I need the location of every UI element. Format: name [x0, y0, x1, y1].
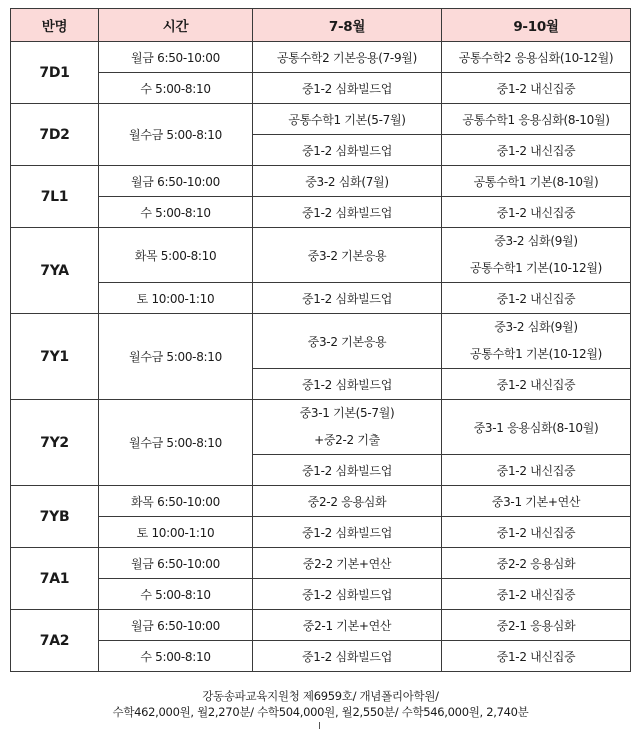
sep-oct-cell: 중2-2 응용심화: [442, 548, 631, 579]
table-row: [11, 197, 631, 228]
sep-oct-cell: 공통수학1 응용심화(8-10월): [442, 104, 631, 135]
class-name: 7D2: [11, 104, 99, 166]
class-name: 7A1: [11, 548, 99, 610]
divider-mark: [319, 722, 320, 729]
sep-oct-cell: 중2-1 응용심화: [442, 610, 631, 641]
time-cell: 월금 6:50-10:00: [99, 166, 253, 197]
jul-aug-cell: [253, 400, 442, 455]
table-row: [11, 610, 631, 641]
header-sep-oct: 9-10월: [442, 9, 631, 42]
class-name: 7YA: [11, 228, 99, 314]
jul-aug-cell: 중1-2 심화빌드업: [253, 455, 442, 486]
jul-aug-cell: 중2-1 기본+연산: [253, 610, 442, 641]
class-schedule-table: [10, 8, 631, 672]
class-name: 7L1: [11, 166, 99, 228]
class-name: 7Y1: [11, 314, 99, 400]
jul-aug-cell: 중2-2 응용심화: [253, 486, 442, 517]
table-row: [11, 517, 631, 548]
time-cell: 월수금 5:00-8:10: [99, 104, 253, 166]
sep-oct-cell: 중1-2 내신집중: [442, 517, 631, 548]
header-row: [11, 9, 631, 42]
cell-line: 중3-2 심화(9월): [494, 320, 578, 334]
jul-aug-cell: 중1-2 심화빌드업: [253, 135, 442, 166]
table-row: [11, 228, 631, 283]
footer-registration: 강동송파교육지원청 제6959호/ 개념폴리아학원/: [202, 689, 439, 703]
class-name: 7Y2: [11, 400, 99, 486]
jul-aug-cell: 중1-2 심화빌드업: [253, 641, 442, 672]
time-cell: 수 5:00-8:10: [99, 197, 253, 228]
jul-aug-cell: 공통수학1 기본(5-7월): [253, 104, 442, 135]
time-cell: 수 5:00-8:10: [99, 641, 253, 672]
jul-aug-cell: 중3-2 기본응용: [253, 228, 442, 283]
class-name: 7A2: [11, 610, 99, 672]
sep-oct-cell: 중1-2 내신집중: [442, 197, 631, 228]
table-row: [11, 548, 631, 579]
jul-aug-cell: 중1-2 심화빌드업: [253, 73, 442, 104]
jul-aug-cell: 공통수학2 기본응용(7-9월): [253, 42, 442, 73]
sep-oct-cell: 중1-2 내신집중: [442, 369, 631, 400]
time-cell: 토 10:00-1:10: [99, 517, 253, 548]
sep-oct-cell: 공통수학1 기본(8-10월): [442, 166, 631, 197]
sep-oct-cell: 중3-1 응용심화(8-10월): [442, 400, 631, 455]
time-cell: 화목 5:00-8:10: [99, 228, 253, 283]
cell-line: 중3-2 심화(9월): [494, 234, 578, 248]
table-row: [11, 42, 631, 73]
time-cell: 월수금 5:00-8:10: [99, 400, 253, 486]
time-cell: 수 5:00-8:10: [99, 73, 253, 104]
table-row: [11, 579, 631, 610]
sep-oct-cell: 중1-2 내신집중: [442, 73, 631, 104]
jul-aug-cell: 중1-2 심화빌드업: [253, 517, 442, 548]
time-cell: 월금 6:50-10:00: [99, 42, 253, 73]
sep-oct-cell: 중1-2 내신집중: [442, 135, 631, 166]
header-time: 시간: [99, 9, 253, 42]
jul-aug-cell: 중1-2 심화빌드업: [253, 197, 442, 228]
sep-oct-cell: 중3-1 기본+연산: [442, 486, 631, 517]
table-row: [11, 73, 631, 104]
cell-line: +중2-2 기출: [314, 433, 380, 447]
cell-line: 공통수학1 기본(10-12월): [469, 347, 603, 361]
jul-aug-cell: 중1-2 심화빌드업: [253, 579, 442, 610]
table-row: [11, 400, 631, 455]
footer-tuition: 수학462,000원, 월2,270분/ 수학504,000원, 월2,550분/ 수학546,000원, 2,740분: [112, 705, 529, 719]
header-class: 반명: [11, 9, 99, 42]
sep-oct-cell: 공통수학2 응용심화(10-12월): [442, 42, 631, 73]
time-cell: 월수금 5:00-8:10: [99, 314, 253, 400]
table-row: [11, 486, 631, 517]
jul-aug-cell: 중1-2 심화빌드업: [253, 283, 442, 314]
time-cell: 화목 6:50-10:00: [99, 486, 253, 517]
header-jul-aug: 7-8월: [253, 9, 442, 42]
class-name: 7D1: [11, 42, 99, 104]
sep-oct-cell: [442, 314, 631, 369]
time-cell: 토 10:00-1:10: [99, 283, 253, 314]
cell-line: 공통수학1 기본(10-12월): [469, 261, 603, 275]
jul-aug-cell: 중3-2 심화(7월): [253, 166, 442, 197]
class-name: 7YB: [11, 486, 99, 548]
table-row: [11, 641, 631, 672]
jul-aug-cell: 중3-2 기본응용: [253, 314, 442, 369]
time-cell: 월금 6:50-10:00: [99, 548, 253, 579]
time-cell: 수 5:00-8:10: [99, 579, 253, 610]
jul-aug-cell: 중1-2 심화빌드업: [253, 369, 442, 400]
sep-oct-cell: 중1-2 내신집중: [442, 641, 631, 672]
sep-oct-cell: 중1-2 내신집중: [442, 579, 631, 610]
table-row: [11, 166, 631, 197]
table-row: [11, 104, 631, 135]
table-row: [11, 283, 631, 314]
sep-oct-cell: [442, 228, 631, 283]
sep-oct-cell: 중1-2 내신집중: [442, 283, 631, 314]
jul-aug-cell: 중2-2 기본+연산: [253, 548, 442, 579]
time-cell: 월금 6:50-10:00: [99, 610, 253, 641]
cell-line: 중3-1 기본(5-7월): [299, 406, 395, 420]
table-row: [11, 314, 631, 369]
sep-oct-cell: 중1-2 내신집중: [442, 455, 631, 486]
